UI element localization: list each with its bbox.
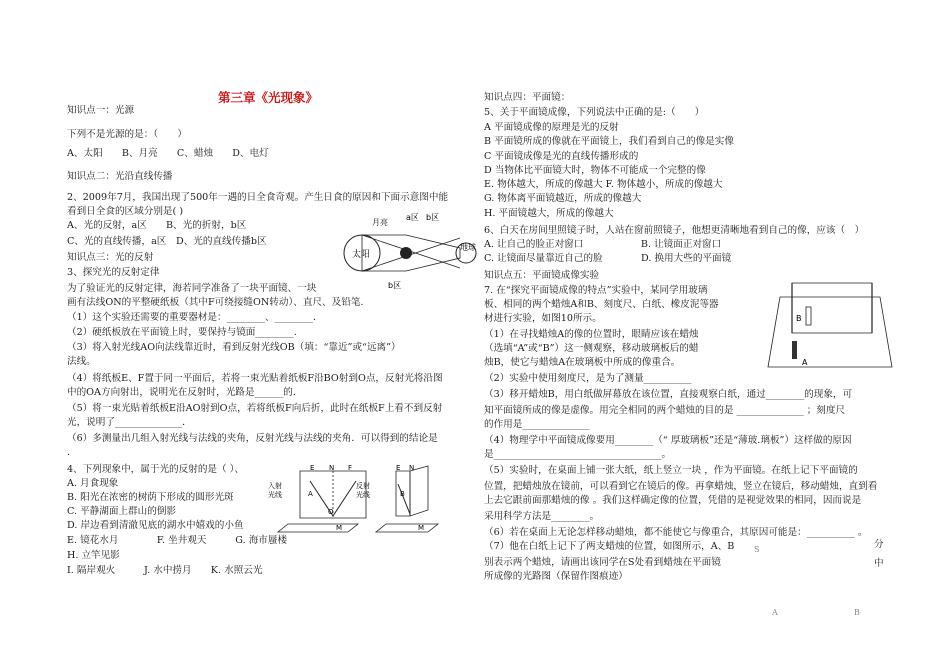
right-text-line: （2）实验中使用刻度尺，是为了测量__________: [484, 373, 692, 384]
right-text-line: 别表示两个蜡烛，请画出该同学在S处看到蜡烛在平面镜: [484, 557, 721, 568]
right-text-line: 所成像的光路图（保留作图痕迹）: [484, 571, 628, 582]
left-text-line: 光，说明了______________．: [67, 417, 192, 428]
right-text-line: 知识点五：平面镜成像实验: [484, 270, 600, 281]
right-text-line: 6、白天在房间里照镜子时，人站在窗前照镜子，他想更清晰地看到自己的像，应该（ ）: [484, 225, 865, 236]
right-text-line: 是___________________________________。: [484, 449, 672, 460]
right-text-line: A 平面镜成像的原理是光的反射: [484, 122, 619, 133]
left-text-line: 中的OA方向射出，说明光在反射时，光路是______的．: [67, 387, 303, 398]
label-zhong: 中: [874, 558, 884, 569]
left-text-line: H. 立竿见影: [67, 550, 120, 561]
label-E: E: [310, 464, 315, 472]
left-text-line: ．: [67, 447, 77, 458]
label-A: A: [308, 490, 313, 498]
incident-label: 入射: [268, 482, 282, 490]
left-text-line: A、太阳 B、月亮 C、蜡烛 D、电灯: [67, 148, 269, 159]
right-text-line: （3）移开蜡烛B，用白纸做屏幕放在该位置，直接观察白纸，通过________的现象，可: [484, 389, 853, 400]
right-text-line: （选填“A”或“B”）这一侧观察，移动玻璃板后的蜡: [484, 343, 699, 354]
left-text-line: （1）这个实验还需要的重要器材是：________、________．: [67, 312, 323, 323]
left-text-line: D. 岸边看到清澈见底的湖水中嬉戏的小鱼: [67, 520, 244, 531]
a-zone-label: a区: [406, 213, 419, 222]
candle-A-label: A: [802, 358, 808, 367]
left-text-line: 知识点二：光沿直线传播: [67, 171, 173, 182]
solar-eclipse-diagram: [340, 208, 480, 293]
right-text-line: H. 平面镜越大，所成的像越大: [484, 208, 614, 219]
sun-label: 太阳: [352, 250, 371, 260]
label-E-2: E: [396, 464, 401, 472]
left-text-line: 4、下列现象中，属于光的反射的是（ ）、: [67, 464, 245, 475]
left-text-line: E. 镜花水月 F. 坐井观天 G. 海市蜃楼: [67, 535, 288, 546]
label-S: S: [754, 545, 760, 554]
label-bottom-A: A: [772, 608, 778, 617]
left-text-line: B. 阳光在浓密的树荫下形成的圆形光斑: [67, 492, 234, 503]
incident-label-2: 光线: [268, 491, 282, 499]
reflected-label: 反射: [356, 482, 370, 490]
right-text-line: 7. 在“探究平面镜成像的特点”实验中，某同学用玻璃: [484, 285, 708, 296]
label-M: M: [336, 524, 343, 532]
left-text-line: （3）将入射光线AO向法线靠近时，看到反射光线OB（填：“靠近”或“远离”）: [67, 342, 401, 353]
left-text-line: A、光的反射，a区 B、光的折射，b区: [67, 220, 247, 231]
left-text-line: 画有法线ON的平整硬纸板（其中F可绕接缝ON转动）、直尺、及铅笔.: [67, 297, 364, 308]
reflected-label-2: 光线: [356, 491, 370, 499]
left-text-line: 知识点一：光源: [67, 105, 135, 116]
label-fen: 分: [874, 539, 884, 550]
right-text-line: 板、相同的两个蜡烛A和B、刻度尺、白纸、橡皮泥等器: [484, 299, 719, 310]
label-F: F: [348, 464, 353, 472]
right-text-line: 知平面镜所成的像是虚像。用完全相同的两个蜡烛的目的是 ______________ ；刻度尺: [484, 405, 846, 416]
right-text-line: （7）他在白纸上记下了两支蜡烛的位置，如图所示，A、B: [484, 541, 735, 552]
right-text-line: 5、关于平面镜成像，下列说法中正确的是:（ ）: [484, 107, 705, 118]
right-text-line: （1）在寻找蜡烛A的像的位置时，眼睛应该在蜡烛: [484, 329, 699, 340]
label-N-2: N: [409, 464, 415, 472]
left-text-line: （2）硬纸板放在平面镜上时，要保持与镜面________.: [67, 327, 297, 338]
right-text-line: C. 让镜面尽量靠近自己的脸 D. 换用大些的平面镜: [484, 253, 732, 264]
right-text-line: A. 让自己的脸正对窗口 B. 让镜面正对窗口: [484, 239, 722, 250]
left-text-line: 法线。: [67, 356, 96, 367]
right-text-line: B 平面镜所成的像就在平面镜上，我们看到自己的像是实像: [484, 136, 734, 147]
left-text-line: C、光的直线传播，a区 D、光的直线传播b区: [67, 236, 267, 247]
right-text-line: 采用科学方法是________。: [484, 511, 600, 522]
b-zone-bottom-label: b区: [388, 281, 402, 290]
page-title: 第三章《光现象》: [218, 90, 319, 105]
left-text-line: （4）将纸板E、F置于同一平面后，若将一束光贴着纸板F沿BO射到O点，反射光将沿图: [67, 373, 443, 384]
right-text-line: （4）物理学中平面镜成像要用________（“ 厚玻璃板”还是“薄玻.璃板”）这样做的原因: [484, 435, 852, 446]
moon-label: 月亮: [372, 218, 388, 227]
right-text-line: D 当物体比平面镜大时，物体不可能成一个完整的像: [484, 165, 706, 176]
label-N: N: [329, 464, 335, 472]
left-text-line: 看到日全食的区域分别是( ): [67, 206, 184, 217]
right-text-line: G. 物体离平面镜越近，所成的像越大: [484, 193, 642, 204]
right-text-line: 材进行实验，如图10所示。: [484, 313, 602, 324]
left-text-line: A. 月食现象: [67, 478, 119, 489]
right-text-line: 上去它跟前面那蜡烛的像 。我们这样确定像的位置，凭借的是视觉效果的相同，因而说是: [484, 495, 862, 506]
reflection-law-diagram: [268, 466, 458, 536]
left-text-line: （6）多测量出几组入射光线与法线的夹角，反射光线与法线的夹角．可以得到的结论是: [67, 433, 438, 444]
label-O: O: [328, 508, 334, 516]
right-text-line: （6）若在桌面上无论怎样移动蜡烛，都不能使它与像重合，其原因可能是：__________ 。: [484, 527, 868, 538]
right-text-line: C 平面镜成像是光的直线传播形成的: [484, 151, 639, 162]
right-text-line: 烛B，使它与蜡烛A在玻璃板中所成的像重合。: [484, 357, 681, 368]
earth-label: 地球: [460, 243, 476, 252]
label-bottom-B: B: [854, 608, 860, 617]
right-text-line: （5）实验时，在桌面上铺一张大纸，纸上竖立一块 ，作为平面镜。在纸上记下平面镜的: [484, 465, 858, 476]
left-text-line: I. 隔岸观火 J. 水中捞月 K. 水照云光: [67, 565, 263, 576]
right-text-line: 位置，把蜡烛放在镜前，可以看到它在镜后的像。再拿蜡烛，竖立在镜后，移动蜡烛，直到看: [484, 481, 878, 492]
left-text-line: 下列不是光源的是：（ ）: [67, 129, 187, 140]
left-text-line: 为了验证光的反射定律，海若同学准备了一块平面镜、一块: [67, 283, 317, 294]
left-text-line: 3、探究光的反射定律: [67, 267, 160, 278]
b-zone-top-label: b区: [426, 213, 440, 222]
right-text-line: E. 物体越大，所成的像越大 F. 物体越小，所成的像越大: [484, 179, 723, 190]
left-text-line: 知识点三：光的反射: [67, 252, 154, 263]
right-text-line: 知识点四：平面镜：: [484, 92, 571, 103]
label-M-2: M: [418, 524, 425, 532]
plane-mirror-experiment-diagram: [762, 283, 902, 375]
left-text-line: 2、2009年7月，我国出现了500年一遇的日全食奇观。产生日食的原因和下面示意图中能: [67, 192, 449, 203]
right-text-line: 的作用是______________: [484, 419, 590, 430]
left-text-line: （5）将一束光贴着纸板E沿AO射到O点，若将纸板F向后折，此时在纸板F上看不到反射: [67, 403, 443, 414]
candle-B-label: B: [796, 314, 802, 323]
label-B: B: [400, 490, 405, 498]
left-text-line: C. 平静湖面上群山的倒影: [67, 506, 177, 517]
